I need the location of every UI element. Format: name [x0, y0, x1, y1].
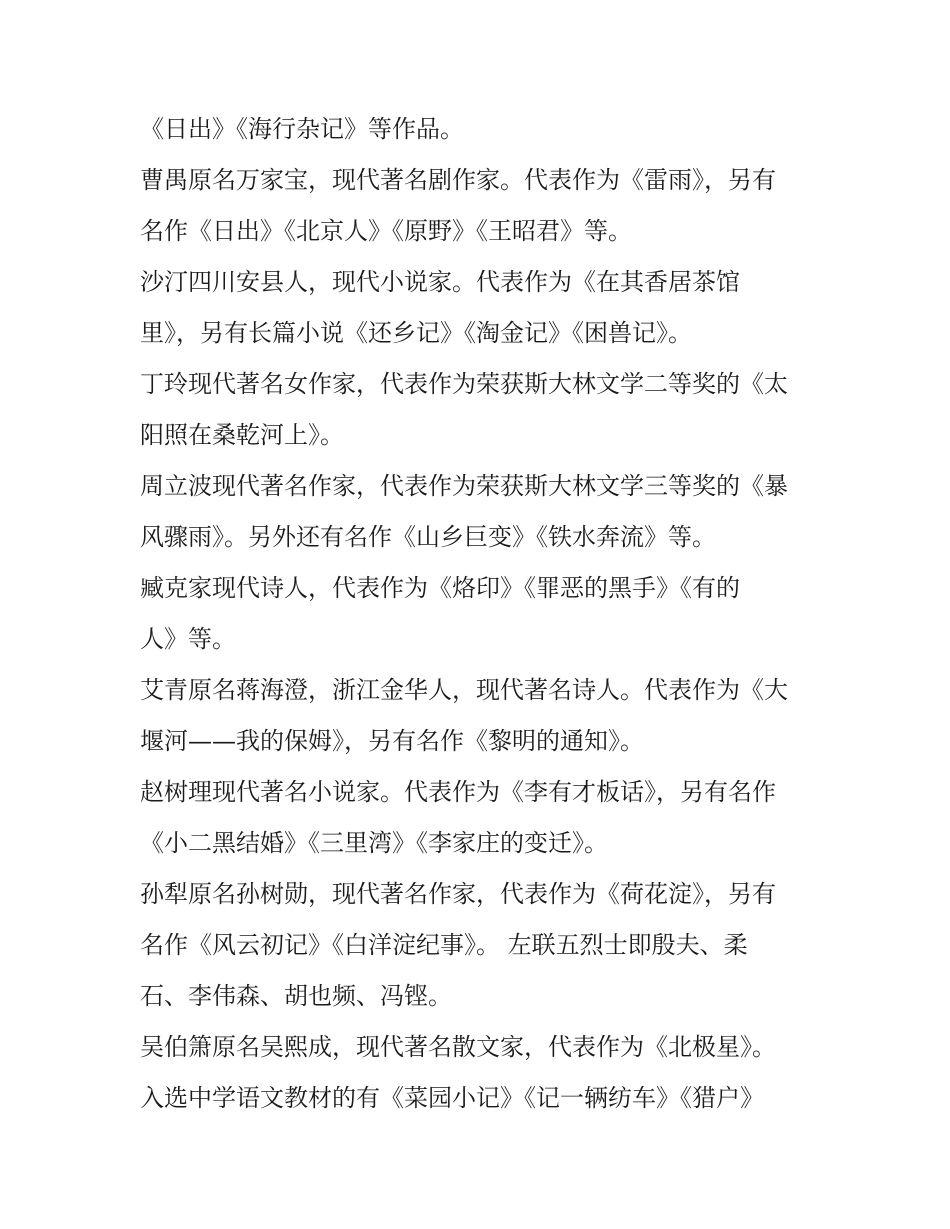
text-line: 艾青原名蒋海澄，浙江金华人，现代著名诗人。代表作为《大	[140, 676, 788, 704]
text-line: 入选中学语文教材的有《菜园小记》《记一辆纺车》《猎户》	[140, 1084, 764, 1112]
text-line: 《日出》《海行杂记》等作品。	[140, 115, 464, 143]
text-line: 周立波现代著名作家，代表作为荣获斯大林文学三等奖的《暴	[140, 472, 788, 500]
text-line: 赵树理现代著名小说家。代表作为《李有才板话》，另有名作	[140, 778, 776, 806]
document-body	[140, 104, 830, 1124]
text-line: 孙犁原名孙树勋，现代著名作家，代表作为《荷花淀》，另有	[140, 880, 776, 908]
text-line: 丁玲现代著名女作家，代表作为荣获斯大林文学二等奖的《太	[140, 370, 788, 398]
text-line: 人》等。	[140, 625, 236, 653]
text-line: 里》，另有长篇小说《还乡记》《淘金记》《困兽记》。	[140, 319, 692, 347]
text-line: 石、李伟森、胡也频、冯铿。	[140, 982, 452, 1010]
text-line: 沙汀四川安县人，现代小说家。代表作为《在其香居茶馆	[140, 268, 740, 296]
text-line: 吴伯箫原名吴熙成，现代著名散文家，代表作为《北极星》。	[140, 1033, 776, 1061]
text-line: 名作《日出》《北京人》《原野》《王昭君》等。	[140, 217, 632, 245]
text-line: 名作《风云初记》《白洋淀纪事》。 左联五烈士即殷夫、柔	[140, 931, 748, 959]
text-line: 堰河——我的保姆》，另有名作《黎明的通知》。	[140, 727, 644, 755]
text-line: 臧克家现代诗人，代表作为《烙印》《罪恶的黑手》《有的	[140, 574, 740, 602]
text-line: 曹禺原名万家宝，现代著名剧作家。代表作为《雷雨》，另有	[140, 166, 776, 194]
text-line: 《小二黑结婚》《三里湾》《李家庄的变迁》。	[140, 829, 608, 857]
text-line: 风骤雨》。另外还有名作《山乡巨变》《铁水奔流》等。	[140, 523, 716, 551]
text-line: 阳照在桑乾河上》。	[140, 421, 344, 449]
